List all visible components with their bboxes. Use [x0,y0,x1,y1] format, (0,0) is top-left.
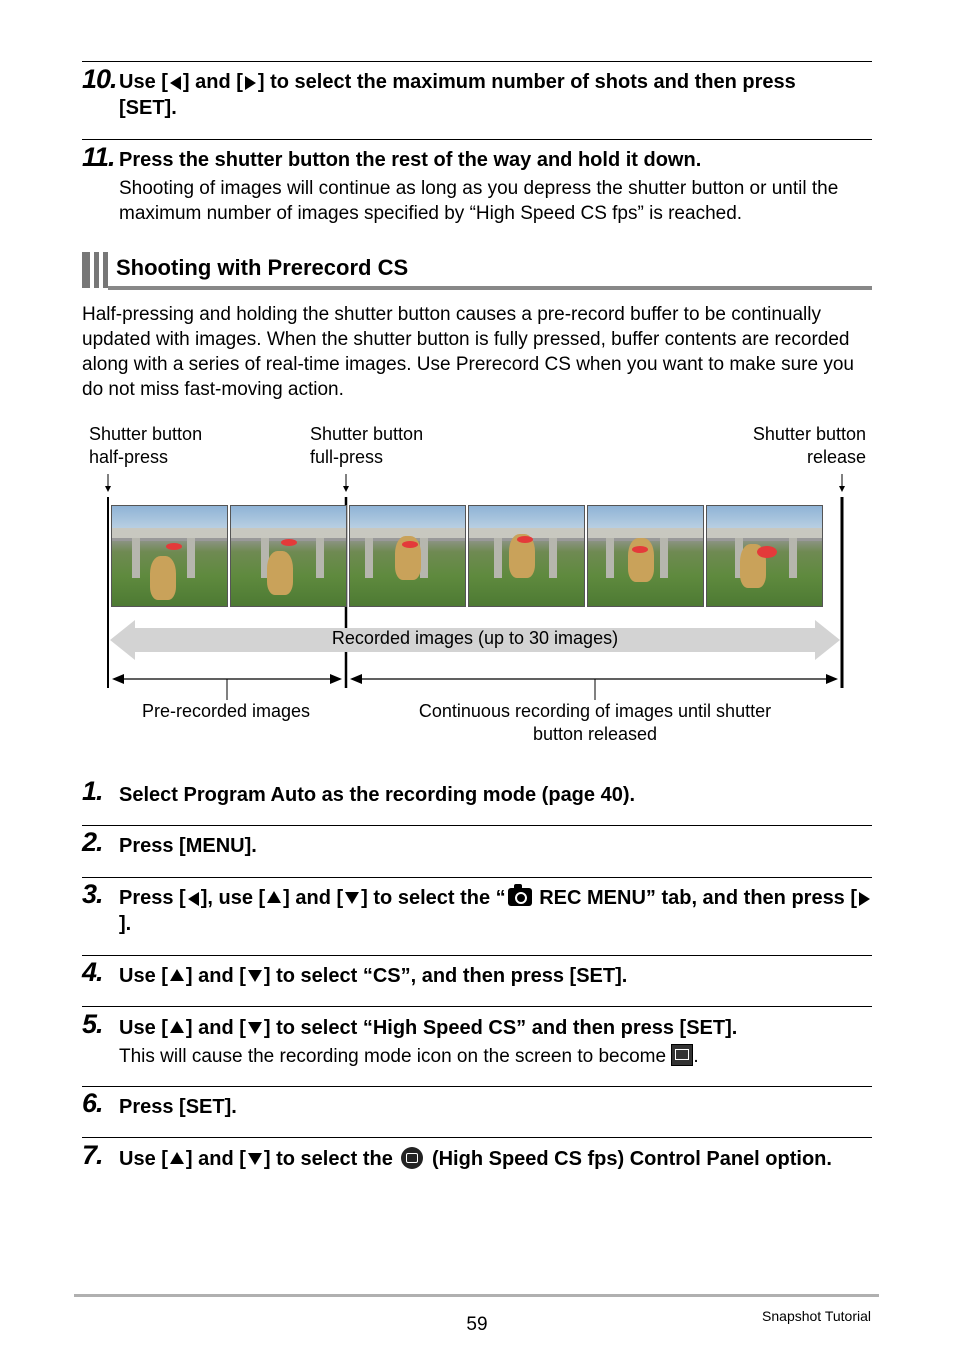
step-text: Press [MENU]. [119,835,257,857]
step-number: 4. [82,957,103,987]
photo-frame [230,505,347,607]
divider [82,1006,872,1007]
down-arrow-icon [248,1153,262,1165]
step-text: Select Program Auto as the recording mode (page 40). [119,784,636,806]
down-arrow-icon [345,892,359,904]
step-text: Use [ ] and [ ] to select “High Speed CS” and then press [SET]. [119,1017,738,1039]
right-arrow-icon [859,892,870,906]
step-number: 10. [82,64,117,94]
divider [82,825,872,826]
prerecorded-label: Pre-recorded images [141,701,311,721]
step-text: Use [ ] and [ ] to select the (High Speed CS fps) Control Panel option. [119,1148,832,1170]
step-number: 5. [82,1009,103,1039]
section-intro: Half-pressing and holding the shutter button causes a pre-record buffer to be continually updated with images. When the shutter button is fully pressed, buffer contents are recorded along with a series of real-time images. Use Prerecord CS when you want to make sure you do not miss fast-moving action. [82,304,854,400]
label-half-press: Shutter button half-press [89,424,203,467]
step-number: 6. [82,1088,103,1118]
divider [82,955,872,956]
high-speed-cs-fps-icon [401,1147,423,1169]
section-heading: Shooting with Prerecord CS [116,255,409,280]
divider [82,1086,872,1087]
down-arrow-icon [248,1022,262,1034]
divider [82,1137,872,1138]
up-arrow-icon [170,969,184,981]
photo-frame [111,505,228,607]
step-body: Shooting of images will continue as long as you depress the shutter button or until the maximum number of images specified by “High Speed CS fps” is reached. [119,178,839,224]
camera-icon [508,888,532,906]
step-number: 11. [82,142,115,172]
footer-section: Snapshot Tutorial [762,1308,871,1324]
step-number: 1. [82,776,103,806]
up-arrow-icon [170,1021,184,1033]
photo-frame [349,505,466,607]
recorded-label: Recorded images (up to 30 images) [331,628,619,648]
label-full-press: Shutter button full-press [310,424,424,467]
step-text: Use [ ] and [ ] to select “CS”, and then press [SET]. [119,965,628,987]
step-number: 7. [82,1140,103,1170]
step-body: This will cause the recording mode icon on the screen to become . [119,1044,879,1069]
step-text: Press the shutter button the rest of the way and hold it down. [119,149,702,171]
left-arrow-icon [188,892,199,906]
step-text: Press [SET]. [119,1096,237,1118]
divider [82,877,872,878]
continuous-label: Continuous recording of images until shutter button released [418,701,772,744]
up-arrow-icon [267,891,281,903]
step-number: 3. [82,879,103,909]
down-arrow-icon [248,970,262,982]
photo-frame [468,505,585,607]
step-text: Press [ ], use [ ] and [ ] to select the “ REC MENU” tab, and then press []. [119,885,879,937]
label-release: Shutter button release [752,424,866,467]
step-number: 2. [82,827,103,857]
high-speed-cs-mode-icon [671,1044,693,1066]
footer-rule [74,1294,879,1297]
up-arrow-icon [170,1152,184,1164]
photo-frame [587,505,704,607]
photo-frame [706,505,823,607]
page-number: 59 [466,1314,488,1335]
step-text: Use [ ] and [ ] to select the maximum number of shots and then press [SET]. [119,71,796,119]
